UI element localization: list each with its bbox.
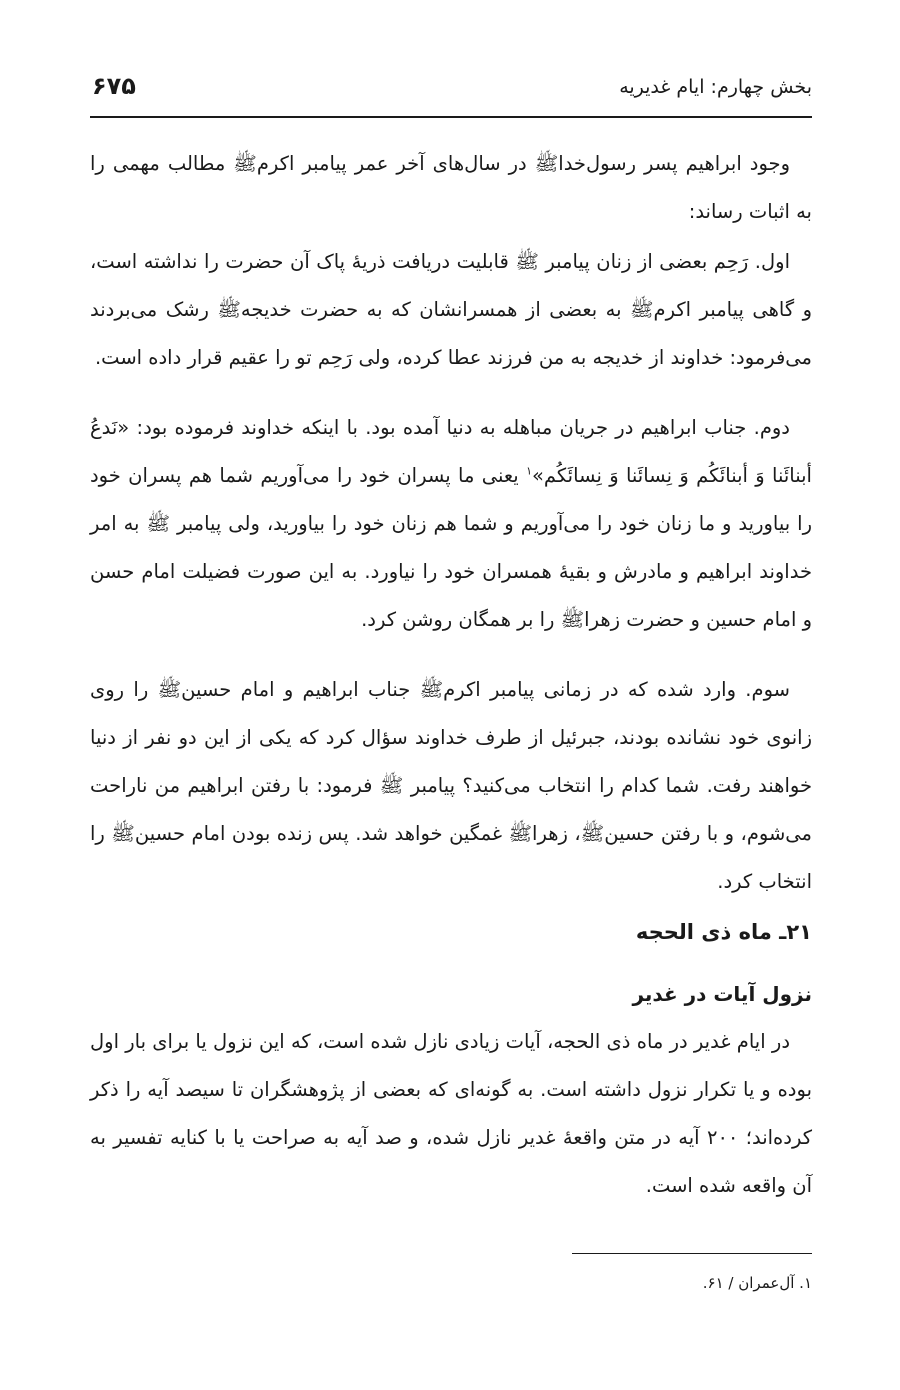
footnote: ۱. آل‌عمران / ۶۱. bbox=[702, 1274, 812, 1292]
paragraph-last: در ایام غدیر در ماه ذی الحجه، آیات زیادی نازل شده است، که این نزول یا برای بار اول بوده و یا تکرار نزول داشته است. به گونه‌ای که بعضی از پژوهشگران تا سیصد آیه را ذکر کرده‌اند؛ ۲۰۰ آیه در متن واقعهٔ غدیر نازل شده، و صد آیه به صراحت یا با کنایه تفسیر به آن واقعه شده است. bbox=[90, 1030, 812, 1197]
paragraph-intro: وجود ابراهیم پسر رسول‌خداﷺ در سال‌های آخر عمر پیامبر اکرمﷺ مطالب مهمی را به اثبات رساند: bbox=[90, 152, 812, 223]
header-title: بخش چهارم: ایام غدیریه bbox=[619, 76, 812, 98]
paragraph-second-part-1: دوم. جناب ابراهیم در جریان مباهله به دنیا آمده بود. با اینکه خداوند فرموده بود: «نَدعُ أبنائَنا وَ أبنائَکُم وَ نِسائَنا وَ نِسائَکُم» bbox=[90, 416, 812, 487]
body-text bbox=[90, 140, 812, 1232]
running-header bbox=[90, 70, 812, 108]
header-divider bbox=[90, 116, 812, 118]
subsection-heading: نزول آیات در غدیر bbox=[632, 982, 812, 1006]
page-number: ۶۷۵ bbox=[92, 72, 136, 100]
paragraph-second-part-2: یعنی ما پسران خود را می‌آوریم شما هم پسران خود را بیاورید و ما زنان خود را می‌آوریم و شما هم زنان خود را بیاورید، ولی پیامبر ﷺ به امر خداوند ابراهیم و مادرش و بقیهٔ همسران خود را نیاورد. به این صورت فضیلت امام حسن و امام حسین و حضرت زهراﷺ را بر همگان روشن کرد. bbox=[90, 464, 812, 631]
paragraph-first: اول. رَحِم بعضی از زنان پیامبر ﷺ قابلیت دریافت ذریهٔ پاک آن حضرت را نداشته است، و گاهی پیامبر اکرمﷺ به بعضی از همسرانشان که به حضرت خدیجه‌ﷺ رشک می‌بردند می‌فرمود: خداوند از خدیجه به من فرزند عطا کرده، ولی رَحِم تو را عقیم قرار داده است. bbox=[90, 250, 812, 369]
footnote-marker: ۱ bbox=[526, 464, 532, 478]
paragraph-third: سوم. وارد شده که در زمانی پیامبر اکرمﷺ جناب ابراهیم و امام حسینﷺ را روی زانوی خود نشانده بودند، جبرئیل از طرف خداوند سؤال کرد که یکی از این دو نفر از دنیا خواهند رفت. شما کدام را انتخاب می‌کنید؟ پیامبر ﷺ فرمود: با رفتن ابراهیم من ناراحت می‌شوم، و با رفتن حسینﷺ، زهراﷺ غمگین خواهد شد. پس زنده بودن امام حسینﷺ را انتخاب کرد. bbox=[90, 678, 812, 893]
paragraph-second bbox=[90, 404, 812, 644]
section-heading: ۲۱ـ ماه ذی الحجه bbox=[635, 920, 812, 944]
footnote-divider bbox=[572, 1253, 812, 1254]
